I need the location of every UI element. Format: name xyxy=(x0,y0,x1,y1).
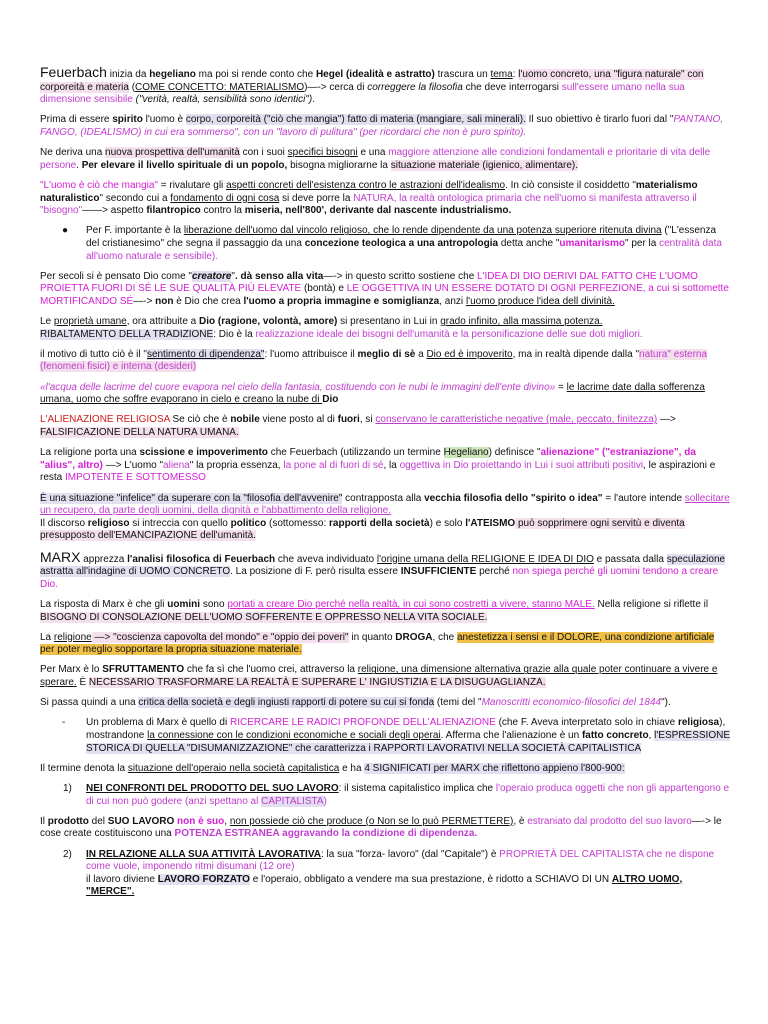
text: non possiede ciò che produce (o Non se lo può PERMETTERE) xyxy=(229,815,514,827)
text: creatore xyxy=(191,270,232,282)
text: meglio di sè xyxy=(357,348,416,360)
text: Le xyxy=(40,316,54,328)
text: tema xyxy=(490,69,513,80)
text: sono xyxy=(200,598,228,610)
text: , ora attribuite a xyxy=(126,316,199,328)
text: —> "coscienza capovolta del mondo" e "oppio dei poveri" xyxy=(91,631,349,643)
text: , xyxy=(648,730,655,742)
text: " la propria essenza, xyxy=(189,459,284,471)
text: "). xyxy=(661,697,671,709)
text: SFRUTTAMENTO xyxy=(102,664,185,676)
text: non spiega perché gli uomini tendono a creare Dio. xyxy=(40,566,719,590)
text: , anzi xyxy=(439,295,466,307)
text: ), mostrandone xyxy=(86,717,726,742)
text: —-> in questo scritto sostiene che xyxy=(323,270,478,282)
text: l'analisi filosofica di Feuerbach xyxy=(127,553,276,565)
text: ("verità, realtà, sensibilità sono identici") xyxy=(135,94,313,106)
text: proprietà umane xyxy=(53,316,127,328)
text: . In ciò consiste il cosiddetto " xyxy=(505,179,636,191)
text: " per la xyxy=(625,237,660,249)
text: apprezza xyxy=(80,553,128,565)
text: conservano le caratteristiche negative (male, peccato, finitezza) xyxy=(375,414,658,426)
text: aspetti concreti dell'esistenza contro le astrazioni dell'idealismo xyxy=(226,179,506,191)
text: situazione dell'operaio nella società capitalistica xyxy=(127,762,340,774)
text: L'IDEA DI DIO DERIVI DAL FATTO CHE L'UOMO PROIETTA FUORI DI SÉ LE SUE QUALITÀ PIÙ ELEVATE xyxy=(40,270,698,295)
text: alienazione" ("estraniazione", da "alius", altro) xyxy=(40,447,696,471)
text: RICERCARE LE RADICI PROFONDE DELL'ALIENAZIONE xyxy=(229,717,496,729)
text: CAPITALISTA xyxy=(261,795,324,807)
text: non xyxy=(155,295,174,307)
text: natura" esterna (fenomeni fisici) e interna (desideri) xyxy=(40,348,708,373)
text: Un problema di Marx è quello di xyxy=(86,717,230,729)
text: spirito xyxy=(112,114,143,126)
text: anestetizza i sensi e il DOLORE, una condizione artificiale per poter meglio sopportare la propria situazione materiale. xyxy=(40,631,715,656)
text: PANTANO, FANGO, (IDEALISMO) in cui era sommerso", con un "lavoro di pulitura" (per ricordarci che non è puro spirito). xyxy=(40,114,724,138)
text: SCHIAVO DI UN xyxy=(534,873,612,885)
text: speculazione astratta all'indagine di UOMO CONCRETO xyxy=(40,553,726,578)
text: inizia da xyxy=(106,69,150,80)
heading-feuerbach: Feuerbach xyxy=(40,64,107,80)
text: ) definisce " xyxy=(488,447,541,459)
text: PROPRIETÀ DEL CAPITALISTA che ne dispone come vuole, imponendo ritmi disumani (12 ore) xyxy=(86,848,715,873)
text: che fa sì che l'uomo crei, attraverso la xyxy=(184,664,358,676)
text: sentimento di dipendenza" xyxy=(146,348,265,360)
text: Si passa quindi a una xyxy=(40,697,139,709)
paragraph-feuerbach-intro xyxy=(40,66,730,107)
text: NATURA, la realtà ontologica primaria che nell'uomo si manifesta attraverso il "bisogno" xyxy=(40,192,697,217)
text: ( xyxy=(128,81,136,93)
paragraph-alienazione-religiosa xyxy=(40,414,730,439)
text: specifici bisogni xyxy=(287,147,358,159)
text: l'ATEISMO xyxy=(465,517,516,529)
text: Prima di essere xyxy=(40,114,113,126)
text: l'origine umana della RELIGIONE E IDEA DI DIO xyxy=(376,553,594,565)
text: si intreccia con quello xyxy=(129,517,231,529)
text: rapporti della società xyxy=(329,517,430,529)
text: (bontà) e xyxy=(301,283,347,295)
text: —> xyxy=(657,414,676,426)
text: NECESSARIO TRASFORMARE LA REALTÀ E SUPERARE L' INGIUSTIZIA E LA DISUGUAGLIANZA. xyxy=(88,677,546,689)
text: , ma in realtà dipende dalla " xyxy=(512,348,640,360)
text: contrapposta alla xyxy=(342,492,425,504)
text: , la xyxy=(383,459,400,471)
text: è Dio che crea xyxy=(173,295,244,307)
bullet-liberazione xyxy=(40,225,730,263)
text: , xyxy=(224,815,230,827)
text: e una xyxy=(357,147,389,159)
text: La religione porta una xyxy=(40,447,140,459)
paragraph-dipendenza xyxy=(40,349,730,374)
text: " xyxy=(231,270,235,282)
text: SUO LAVORO xyxy=(107,815,175,827)
text: Per elevare il livello spirituale di un popolo, xyxy=(81,159,288,171)
text: , che xyxy=(432,631,457,643)
text: l'ESPRESSIONE STORICA DI QUELLA "DISUMANIZZAZIONE" che caratterizza i RAPPORTI LAVORATIVI NELLA SOCIETÀ CAPITALISTICA xyxy=(86,730,730,754)
text: e ha xyxy=(339,762,365,774)
text: È xyxy=(76,677,89,689)
text: LAVORO FORZATO xyxy=(157,873,250,885)
text: —-> xyxy=(133,295,156,307)
text: a xyxy=(415,348,427,360)
text: grado infinito, alla massima potenza. xyxy=(440,316,603,328)
text: La xyxy=(40,631,54,643)
text: ("L'essenza del cristianesimo" che segna il passaggio da una xyxy=(86,225,716,249)
text: che Feuerbach (utilizzando un termine xyxy=(267,447,444,459)
text: maggiore attenzione alle condizioni fondamentali e prioritarie di vita delle persone xyxy=(40,147,711,171)
paragraph-sfruttamento xyxy=(40,664,730,689)
text: fondamento di ogni cosa xyxy=(170,192,280,204)
text: correggere la filosofia xyxy=(367,81,463,93)
text: può sopprimere ogni servitù e diventa presupposto dell'EMANCIPAZIONE dell'umanità. xyxy=(40,517,685,542)
text: centralità data all'uomo naturale e sensibile). xyxy=(86,237,722,262)
text: IN RELAZIONE ALLA SUA ATTIVITÀ LAVORATIVA xyxy=(86,848,321,860)
text: Il termine denota la xyxy=(40,762,128,774)
text: INSUFFICIENTE xyxy=(400,566,477,578)
text: —-> le cose create costituiscono una xyxy=(40,815,722,840)
text: del xyxy=(88,815,108,827)
text: si presentano in Lui in xyxy=(337,316,441,328)
text: DROGA xyxy=(395,631,433,643)
text: che aveva individuato xyxy=(275,553,377,565)
dash-text xyxy=(86,717,730,755)
text: la pone al di fuori di sé xyxy=(283,459,384,471)
text: religione xyxy=(53,631,92,643)
paragraph-marx-intro xyxy=(40,548,730,592)
text: RIBALTAMENTO DELLA TRADIZIONE xyxy=(40,328,214,340)
text: . dà senso alla vita xyxy=(234,270,324,282)
text: : Dio è la xyxy=(213,328,256,340)
text: Il xyxy=(40,815,48,827)
paragraph-lacrime xyxy=(40,382,730,407)
text: . xyxy=(312,94,316,106)
text: religioso xyxy=(87,517,130,529)
numbered-text xyxy=(86,783,730,808)
text: . La posizione di F. però risulta essere xyxy=(230,566,401,578)
text: È una situazione "infelice" da superare con la "filosofia dell'avvenire" xyxy=(40,492,343,504)
text: miseria, nell'800', derivante dal nascente industrialismo. xyxy=(244,205,512,217)
text: in quanto xyxy=(348,631,396,643)
paragraph-spirito xyxy=(40,114,730,139)
text: politico xyxy=(230,517,267,529)
text: l'uomo produce l'idea dell divinità. xyxy=(465,295,615,307)
text: e passata dalla xyxy=(593,553,667,565)
text: (temi del " xyxy=(434,697,482,709)
text: il motivo di tutto ciò è il " xyxy=(40,348,147,360)
text: sollecitare un recupero, da parte degli uomini, della dignità e l'abbattimento della religione. xyxy=(40,492,730,517)
text: fuori xyxy=(337,414,360,426)
heading-marx: MARX xyxy=(40,548,81,565)
text: Ne deriva una xyxy=(40,147,106,159)
dash-item-radici-alienazione xyxy=(40,717,730,755)
text: = xyxy=(555,381,567,393)
text: situazione materiale (igienico, alimentare). xyxy=(390,159,579,171)
text: . Afferma che l'alienazione è un xyxy=(440,730,582,742)
text: Il discorso xyxy=(40,517,88,529)
text: Hegeliano xyxy=(443,447,489,459)
dash-marker: - xyxy=(62,717,66,729)
text: fatto concreto xyxy=(581,730,649,742)
text: Dio ed è impoverito xyxy=(426,348,513,360)
text: ) e solo xyxy=(429,517,466,529)
paragraph-prospettiva xyxy=(40,147,730,172)
paragraph-uomo-mangia xyxy=(40,180,730,218)
text: si deve porre la xyxy=(279,192,354,204)
paragraph-proprieta xyxy=(40,316,730,341)
text: , è xyxy=(513,815,528,827)
numbered-item-1 xyxy=(40,783,730,808)
text: scissione e impoverimento xyxy=(139,447,268,459)
text: BISOGNO DI CONSOLAZIONE DELL'UOMO SOFFERENTE E OPPRESSO NELLA VITA SOCIALE. xyxy=(40,611,488,623)
text: nuova prospettiva dell'umanità xyxy=(105,147,240,159)
text: LE OGGETTIVA IN UN ESSERE DOTATO DI OGNI PERFEZIONE xyxy=(346,283,643,295)
text: ALTRO UOMO, "MERCE". xyxy=(86,873,683,898)
text: —> L'uomo " xyxy=(102,459,164,471)
text: corpo, corporeità ("ciò che mangia") fatto di materia (mangiare, sali minerali). xyxy=(185,114,526,126)
text: uomini xyxy=(167,598,201,610)
text: (sottomesso: xyxy=(266,517,330,529)
numbered-item-2 xyxy=(40,849,730,899)
text: portati a creare Dio perché nella realtà, in cui sono costretti a vivere, stanno MALE. xyxy=(227,598,595,610)
paragraph-critica-societa xyxy=(40,697,730,710)
text: nobile xyxy=(230,414,260,426)
text: Se ciò che è xyxy=(169,414,231,426)
text: ——> aspetto xyxy=(82,205,147,217)
text: l'uomo è xyxy=(142,114,186,126)
text: " secondo cui a xyxy=(99,192,171,204)
text: le lacrime date dalla sofferenza umana, uomo che soffre evaporano in cielo e creano la nube di xyxy=(40,381,705,406)
paragraph-creatore xyxy=(40,271,730,309)
text: non è suo xyxy=(177,815,225,827)
text: prodotto xyxy=(47,815,89,827)
text: 4 SIGNIFICATI per MARX che riflettono appieno l'800-900: xyxy=(364,762,625,774)
text: contro la xyxy=(200,205,245,217)
text: L'ALIENAZIONE RELIGIOSA xyxy=(40,414,170,426)
text: oggettiva in Dio proiettando in Lui i suoi attributi positivi xyxy=(399,459,644,471)
bullet-marker: ● xyxy=(62,225,69,237)
text: liberazione dell'uomo dal vincolo religioso, che lo rende dipendente da una potenza superiore ritenuta divina xyxy=(183,225,662,237)
text: )—-> cerca di xyxy=(304,81,368,93)
text: materialismo naturalistico xyxy=(40,179,698,204)
numbered-text xyxy=(86,849,730,899)
text: : la sua "forza- lavoro" (dal "Capitale") è xyxy=(321,848,500,860)
text: Manoscritti economico-filosofici del 1844 xyxy=(481,697,662,709)
text: ) xyxy=(323,795,327,807)
text: Per F. importante è la xyxy=(86,225,184,237)
text: e l'operaio, obbligato a vendere ma sua prestazione, è ridotto a xyxy=(249,873,535,885)
text: religione, una dimensione alternativa grazie alla quale poter continuare a vivere e sperare. xyxy=(40,664,718,689)
text: , a cui si sottomette MORTIFICANDO SÉ xyxy=(40,283,729,307)
text: : xyxy=(512,69,519,80)
text: viene posto al di xyxy=(259,414,338,426)
text: = l'autore intende xyxy=(602,492,685,504)
text: «l'acqua delle lacrime del cuore evapora nel cielo della fantasia, costituendo con le nubi le immagini dell'ente divino» xyxy=(40,381,556,393)
paragraph-risposta-marx xyxy=(40,599,730,624)
text: IMPOTENTE E SOTTOMESSO xyxy=(65,472,206,484)
text: concezione teologica a una antropologia xyxy=(304,237,499,249)
text: , si xyxy=(359,414,376,426)
text: hegeliano xyxy=(149,69,196,80)
text: detta anche " xyxy=(498,237,560,249)
text: bisogna migliorarne la xyxy=(287,159,391,171)
text: religiosa xyxy=(677,717,720,729)
text: La risposta di Marx è che gli xyxy=(40,598,168,610)
text: critica della società e degli ingiusti rapporti di potere su cui si fonda xyxy=(138,697,435,709)
text: NEI CONFRONTI DEL PRODOTTO DEL SUO LAVORO xyxy=(86,783,339,794)
paragraph-religione-droga xyxy=(40,632,730,657)
text: Per secoli si è pensato Dio come " xyxy=(40,270,192,282)
text: estraniato dal prodotto del suo lavoro xyxy=(527,815,692,827)
text: FALSIFICAZIONE DELLA NATURA UMANA. xyxy=(40,427,239,438)
text: COME CONCETTO: MATERIALISMO xyxy=(135,81,305,93)
text: (che F. Aveva interpretato solo in chiave xyxy=(495,717,678,729)
text: il lavoro diviene xyxy=(86,873,158,885)
number-marker: 2) xyxy=(63,848,72,860)
paragraph-termine-significati xyxy=(40,763,730,776)
text: umanitarismo xyxy=(559,237,625,249)
text: = rivalutare gli xyxy=(157,179,227,191)
text: Per Marx è lo xyxy=(40,664,103,676)
text: realizzazione ideale dei bisogni dell'umanità e la personificazione delle sue doti migliori. xyxy=(255,328,643,340)
paragraph-prodotto-lavoro xyxy=(40,816,730,841)
text: l'operaio produca oggetti che non gli appartengono e di cui non può godere (anzi spettano al xyxy=(86,783,730,807)
text: l'uomo concreto, una "figura naturale" con corporeità e materia xyxy=(40,69,704,93)
paragraph-scissione xyxy=(40,447,730,485)
text: "L'uomo è ciò che mangia" xyxy=(40,179,158,191)
text: l'uomo a propria immagine e somiglianza xyxy=(243,295,440,307)
text: Hegel (idealità e astratto) xyxy=(315,69,435,80)
text: Il suo obiettivo è tirarlo fuori dal " xyxy=(525,114,674,126)
text: vecchia filosofia dello "spirito o idea" xyxy=(424,492,603,504)
paragraph-filosofia-avvenire xyxy=(40,493,730,543)
text: che deve interrogarsi xyxy=(462,81,562,93)
text: la connessione con le condizioni economiche e sociali degli operai xyxy=(147,730,441,742)
text: ma poi si rende conto che xyxy=(195,69,316,80)
number-marker: 1) xyxy=(63,783,72,794)
text: Dio xyxy=(322,394,339,406)
text: , le aspirazioni e resta xyxy=(40,459,716,484)
text: POTENZA ESTRANEA aggravando la condizione di dipendenza. xyxy=(174,828,478,840)
text: trascura un xyxy=(434,69,491,80)
text: con i suoi xyxy=(239,147,288,159)
text: filantropico xyxy=(146,205,201,217)
text: perché xyxy=(476,566,513,578)
text: aliena xyxy=(163,459,190,471)
text: Dio (ragione, volontà, amore) xyxy=(199,316,338,328)
text: : l'uomo attribuisce il xyxy=(264,348,358,360)
text: Nella religione si riflette il xyxy=(594,598,709,610)
text: sull'essere umano nella sua dimensione sensibile xyxy=(40,81,685,106)
bullet-text xyxy=(86,225,730,263)
text: : il sistema capitalistico implica che xyxy=(338,783,496,794)
text: . xyxy=(76,159,82,171)
